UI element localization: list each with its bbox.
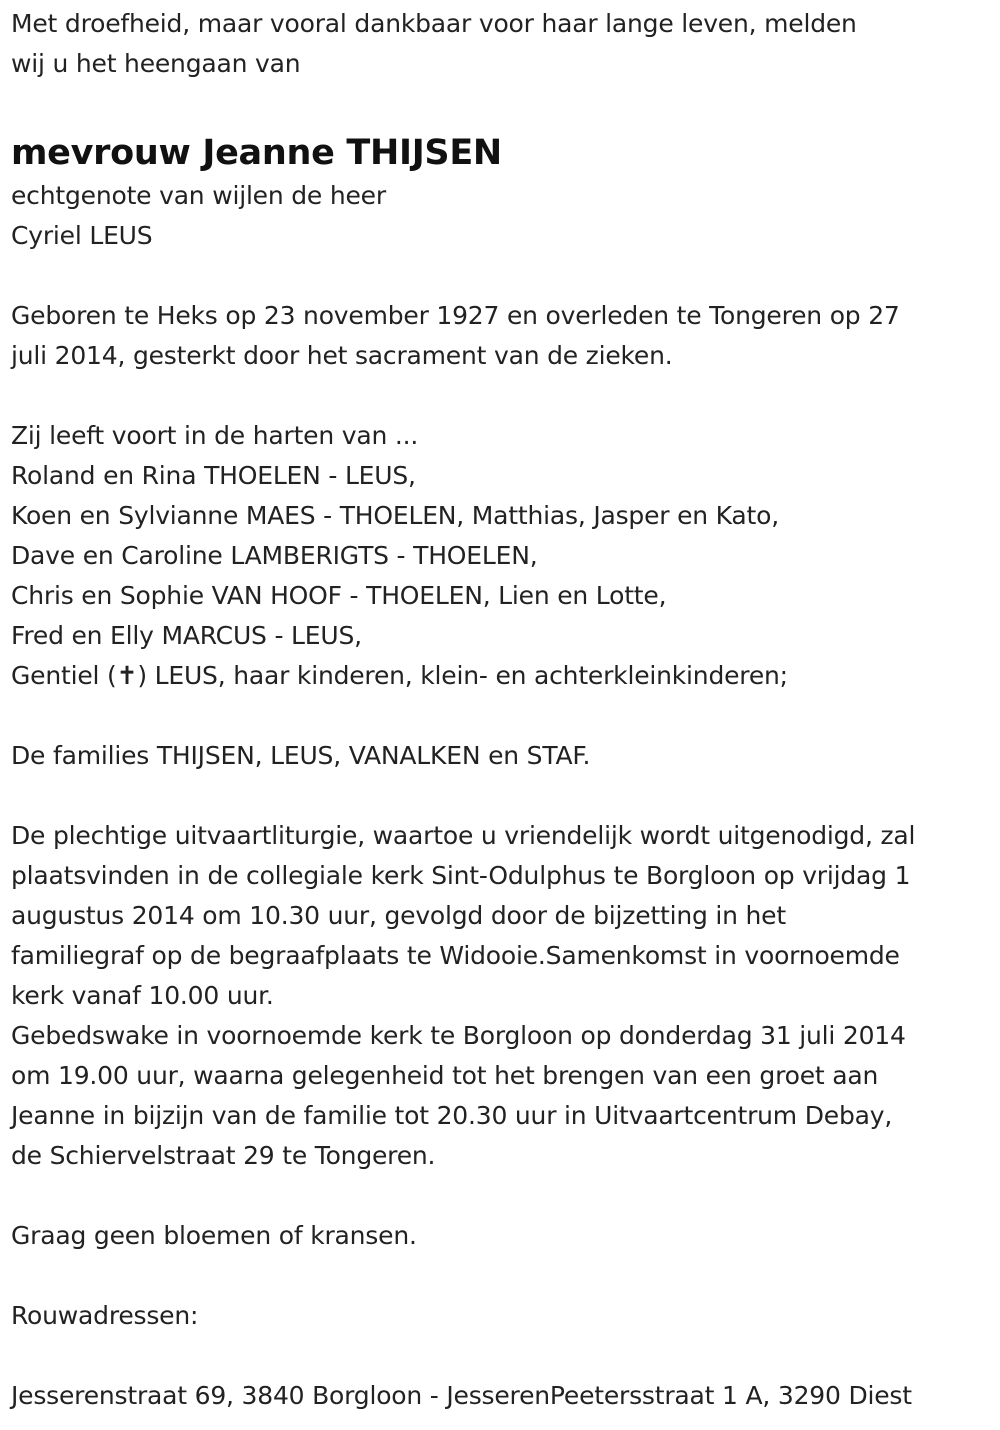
- text-line: Fred en Elly MARCUS - LEUS,: [11, 621, 362, 650]
- text-line: familiegraf op de begraafplaats te Widooie.Samenkomst in voornoemde: [11, 941, 900, 970]
- spouse-paragraph: [11, 176, 996, 256]
- text-line: Cyriel LEUS: [11, 221, 153, 250]
- text-line: De plechtige uitvaartliturgie, waartoe u vriendelijk wordt uitgenodigd, zal: [11, 821, 916, 850]
- text-line: augustus 2014 om 10.30 uur, gevolgd door de bijzetting in het: [11, 901, 786, 930]
- text-line: Dave en Caroline LAMBERIGTS - THOELEN,: [11, 541, 538, 570]
- text-line: Geboren te Heks op 23 november 1927 en overleden te Tongeren op 27: [11, 301, 900, 330]
- text-line: kerk vanaf 10.00 uur.: [11, 981, 274, 1010]
- text-line: Jeanne in bijzijn van de familie tot 20.30 uur in Uitvaartcentrum Debay,: [11, 1101, 893, 1130]
- text-line: plaatsvinden in de collegiale kerk Sint-Odulphus te Borgloon op vrijdag 1: [11, 861, 911, 890]
- text-line: Koen en Sylvianne MAES - THOELEN, Matthias, Jasper en Kato,: [11, 501, 779, 530]
- obituary-document: [11, 4, 996, 1416]
- text-line: Zij leeft voort in de harten van ...: [11, 421, 419, 450]
- families-line: De families THIJSEN, LEUS, VANALKEN en STAF.: [11, 741, 591, 770]
- survivors-paragraph: [11, 416, 996, 696]
- addresses-label: Rouwadressen:: [11, 1301, 199, 1330]
- text-line: de Schiervelstraat 29 te Tongeren.: [11, 1141, 436, 1170]
- text-line: echtgenote van wijlen de heer: [11, 181, 386, 210]
- birth-death-paragraph: [11, 296, 996, 376]
- deceased-name: mevrouw Jeanne THIJSEN: [11, 133, 502, 173]
- ceremony-paragraph: [11, 816, 996, 1176]
- text-line: Chris en Sophie VAN HOOF - THOELEN, Lien en Lotte,: [11, 581, 667, 610]
- text-line: om 19.00 uur, waarna gelegenheid tot het brengen van een groet aan: [11, 1061, 879, 1090]
- flowers-line: Graag geen bloemen of kransen.: [11, 1221, 417, 1250]
- intro-paragraph: [11, 4, 996, 84]
- text-line: Gentiel (✝) LEUS, haar kinderen, klein- en achterkleinkinderen;: [11, 661, 788, 690]
- text-line: Roland en Rina THOELEN - LEUS,: [11, 461, 416, 490]
- text-line: juli 2014, gesterkt door het sacrament van de zieken.: [11, 341, 673, 370]
- text-line: wij u het heengaan van: [11, 49, 301, 78]
- text-line: Met droefheid, maar vooral dankbaar voor haar lange leven, melden: [11, 9, 857, 38]
- addresses-line: Jesserenstraat 69, 3840 Borgloon - JesserenPeetersstraat 1 A, 3290 Diest: [11, 1381, 912, 1410]
- text-line: Gebedswake in voornoemde kerk te Borgloon op donderdag 31 juli 2014: [11, 1021, 906, 1050]
